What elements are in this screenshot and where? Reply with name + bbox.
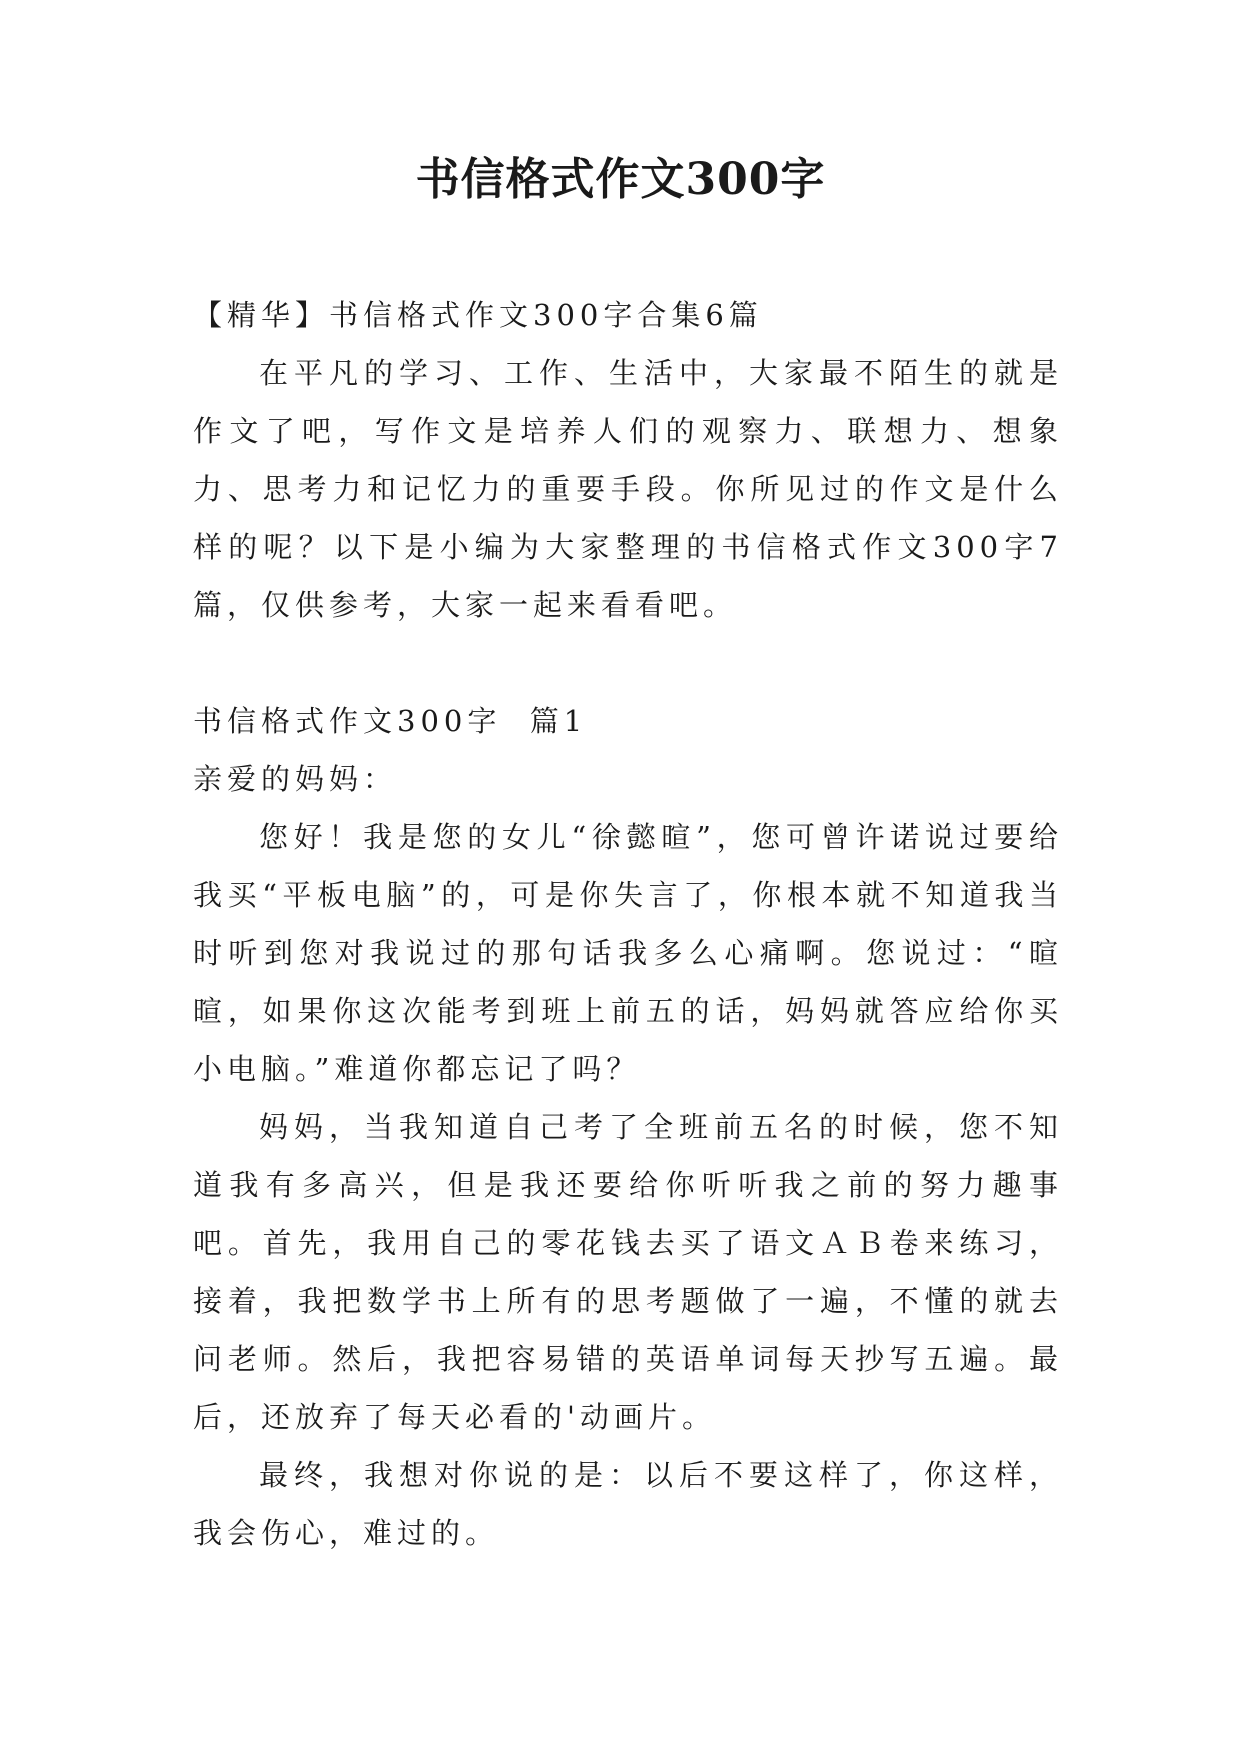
document-title: 书信格式作文300字 [415,154,826,205]
section-heading: 书信格式作文300字 篇1 [193,704,588,738]
letter-paragraph: 最终，我想对你说的是：以后不要这样了，你这样，我会伤心，难过的。 [193,1458,1063,1550]
intro-paragraph: 在平凡的学习、工作、生活中，大家最不陌生的就是作文了吧，写作文是培养人们的观察力、联想力、想象力、思考力和记忆力的重要手段。你所见过的作文是什么样的呢？以下是小编为大家整理的书信格式作文300字7篇，仅供参考，大家一起来看看吧。 [193,356,1063,622]
letter-salutation: 亲爱的妈妈： [193,762,398,796]
letter-paragraph: 妈妈，当我知道自己考了全班前五名的时候，您不知道我有多高兴，但是我还要给你听听我之前的努力趣事吧。首先，我用自己的零花钱去买了语文ＡＢ卷来练习，接着，我把数学书上所有的思考题做了一遍，不懂的就去问老师。然后，我把容易错的英语单词每天抄写五遍。最后，还放弃了每天必看的'动画片。 [193,1110,1063,1434]
collection-subtitle: 【精华】书信格式作文300字合集6篇 [193,298,763,332]
document-body [193,286,1063,1562]
spacer [193,634,1063,692]
letter-paragraph: 您好！我是您的女儿“徐懿暄”，您可曾许诺说过要给我买“平板电脑”的，可是你失言了，你根本就不知道我当时听到您对我说过的那句话我多么心痛啊。您说过：“暄暄，如果你这次能考到班上前五的话，妈妈就答应给你买小电脑。”难道你都忘记了吗？ [193,820,1063,1086]
